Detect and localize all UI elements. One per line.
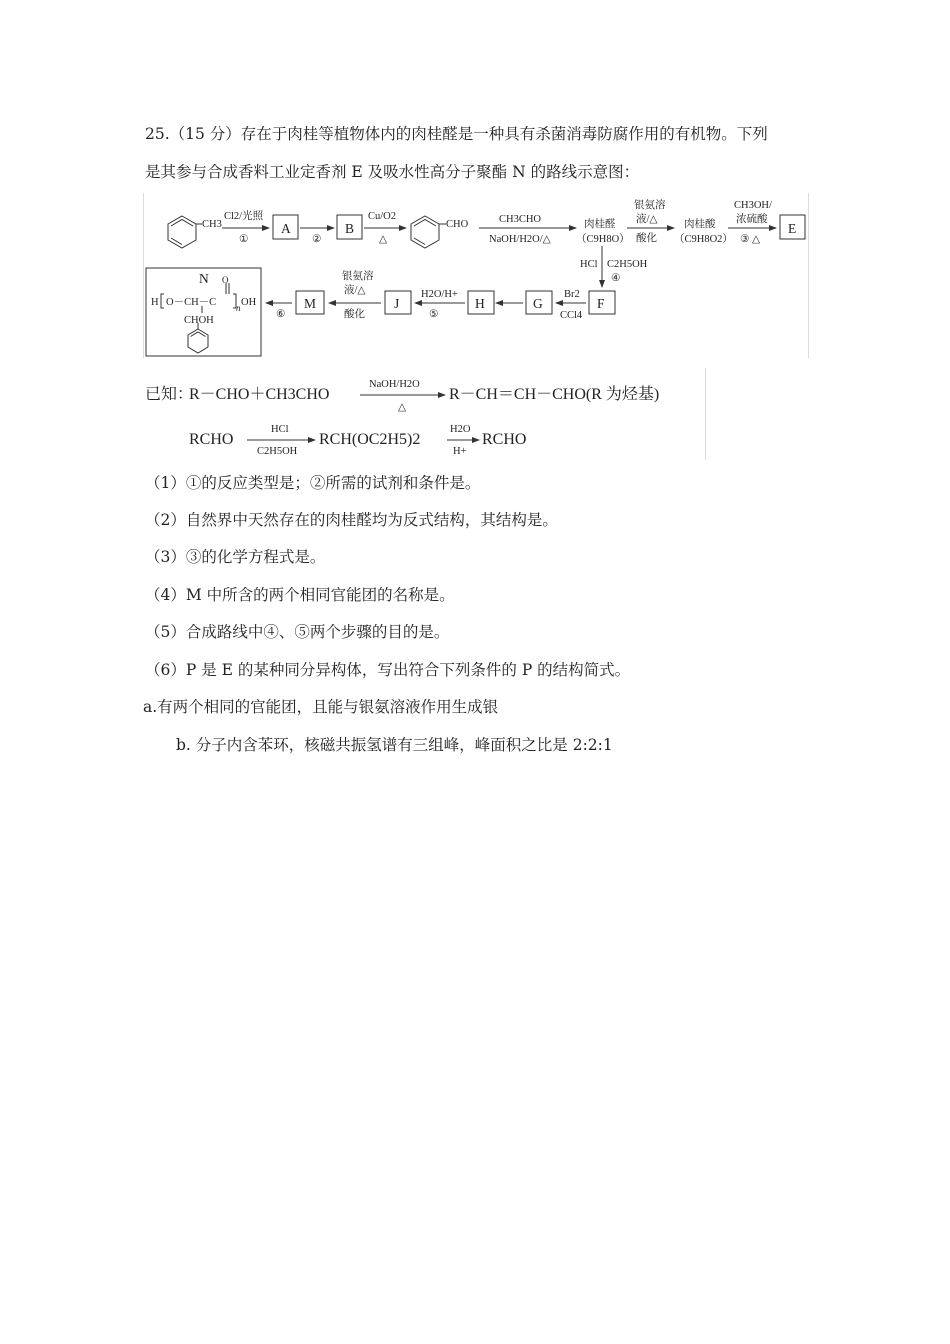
step6-condition: ③ △ xyxy=(740,234,761,245)
step6-reagent-line1: CH3OH/ xyxy=(734,200,772,211)
benzaldehyde-substituent: CHO xyxy=(446,219,469,230)
step6-reagent-line2: 浓硫酸 xyxy=(736,214,768,225)
known-eq2-reagent2: H2O xyxy=(450,424,471,435)
polymer-h-end: H xyxy=(151,297,159,308)
question-intro-line2: 是其参与合成香料工业定香剂 E 及吸水性高分子聚酯 N 的路线示意图： xyxy=(145,163,640,181)
known-eq2-condition: C2H5OH xyxy=(257,446,298,457)
down-reagent-left: HCl xyxy=(580,259,598,270)
polymer-chain: O－CH－C xyxy=(166,297,217,308)
box-m-label: M xyxy=(304,296,317,311)
known-eq2-left: RCHO xyxy=(189,431,234,448)
known-eq1-right: R－CH＝CH－CHO(R 为烃基) xyxy=(449,386,660,403)
bromine-solvent: CCl4 xyxy=(560,310,583,321)
step4-condition: NaOH/H2O/△ xyxy=(489,234,551,245)
polymer-side-chain: CHOH xyxy=(184,315,214,326)
down-reagent-right: C2H5OH xyxy=(607,259,648,270)
question-4: （4）M 中所含的两个相同官能团的名称是。 xyxy=(145,586,455,604)
condition-b: b. 分子内含苯环，核磁共振氢谱有三组峰，峰面积之比是 2:2:1 xyxy=(176,736,613,754)
hydrolysis-reagent: H2O/H+ xyxy=(421,289,458,300)
cinnamic-acid-label: 肉桂酸 xyxy=(684,219,716,230)
question-intro-line1: 25.（15 分）存在于肉桂等植物体内的肉桂醛是一种具有杀菌消毒防腐作用的有机物。下列 xyxy=(145,125,768,143)
known-reactions xyxy=(143,368,706,460)
known-eq2-right: RCHO xyxy=(482,431,527,448)
question-6: （6）P 是 E 的某种同分异构体，写出符合下列条件的 P 的结构简式。 xyxy=(145,661,631,679)
step5-condition: 酸化 xyxy=(636,233,657,244)
oxidation-reagent-line2: 液/△ xyxy=(344,285,366,296)
question-5: （5）合成路线中④、⑤两个步骤的目的是。 xyxy=(145,623,450,641)
benzaldehyde-ring xyxy=(411,216,439,248)
step1-number: ① xyxy=(239,234,249,245)
cinnamaldehyde-label: 肉桂醛 xyxy=(584,219,616,230)
oxidation-condition: 酸化 xyxy=(344,309,365,320)
known-eq1-left: R－CHO＋CH3CHO xyxy=(189,386,330,403)
known-eq2-middle: RCH(OC2H5)2 xyxy=(319,431,421,448)
box-h-label: H xyxy=(475,296,485,311)
step3-condition: △ xyxy=(379,234,388,245)
box-a-label: A xyxy=(281,221,291,236)
known-eq2-condition2: H+ xyxy=(453,446,467,457)
step3-reagent: Cu/O2 xyxy=(368,211,397,222)
step1-reagent: Cl2/光照 xyxy=(224,211,264,222)
synthesis-scheme xyxy=(143,193,809,358)
known-eq1-reagent: NaOH/H2O xyxy=(369,379,420,390)
down-step-number: ④ xyxy=(611,273,621,284)
question-2: （2）自然界中天然存在的肉桂醛均为反式结构，其结构是。 xyxy=(145,511,558,529)
condition-a: a.有两个相同的官能团，且能与银氨溶液作用生成银 xyxy=(143,698,499,716)
question-3: （3）③的化学方程式是。 xyxy=(145,548,326,566)
polymer-o-double-bond: O xyxy=(222,275,229,285)
box-b-label: B xyxy=(345,221,355,236)
bromine-reagent: Br2 xyxy=(564,289,580,300)
box-g-label: G xyxy=(533,296,543,311)
box-e-label: E xyxy=(788,221,797,236)
toluene-ring xyxy=(168,216,196,248)
step5-reagent-line2: 液/△ xyxy=(636,214,658,225)
known-eq2-reagent: HCl xyxy=(271,424,289,435)
cinnamic-acid-formula: （C9H8O2） xyxy=(674,234,733,245)
box-f-label: F xyxy=(597,296,605,311)
step4-reagent: CH3CHO xyxy=(499,214,542,225)
cinnamaldehyde-formula: （C9H8O） xyxy=(576,234,630,245)
question-1: （1）①的反应类型是；②所需的试剂和条件是。 xyxy=(145,474,481,492)
polymer-n-label: N xyxy=(199,271,209,286)
polymer-phenyl-ring xyxy=(188,329,208,353)
oxidation-reagent-line1: 银氨溶 xyxy=(342,271,374,282)
polymer-oh-end: OH xyxy=(241,297,257,308)
hydrolysis-number: ⑤ xyxy=(429,309,439,320)
step2-number: ② xyxy=(312,234,322,245)
polymer-n-subscript: n xyxy=(236,303,241,313)
known-prefix: 已知： xyxy=(145,386,194,403)
toluene-substituent: CH3 xyxy=(202,219,222,230)
box-j-label: J xyxy=(394,296,400,311)
known-eq1-condition: △ xyxy=(398,402,407,413)
step5-reagent-line1: 银氨溶 xyxy=(634,200,666,211)
polymerization-number: ⑥ xyxy=(276,309,286,320)
